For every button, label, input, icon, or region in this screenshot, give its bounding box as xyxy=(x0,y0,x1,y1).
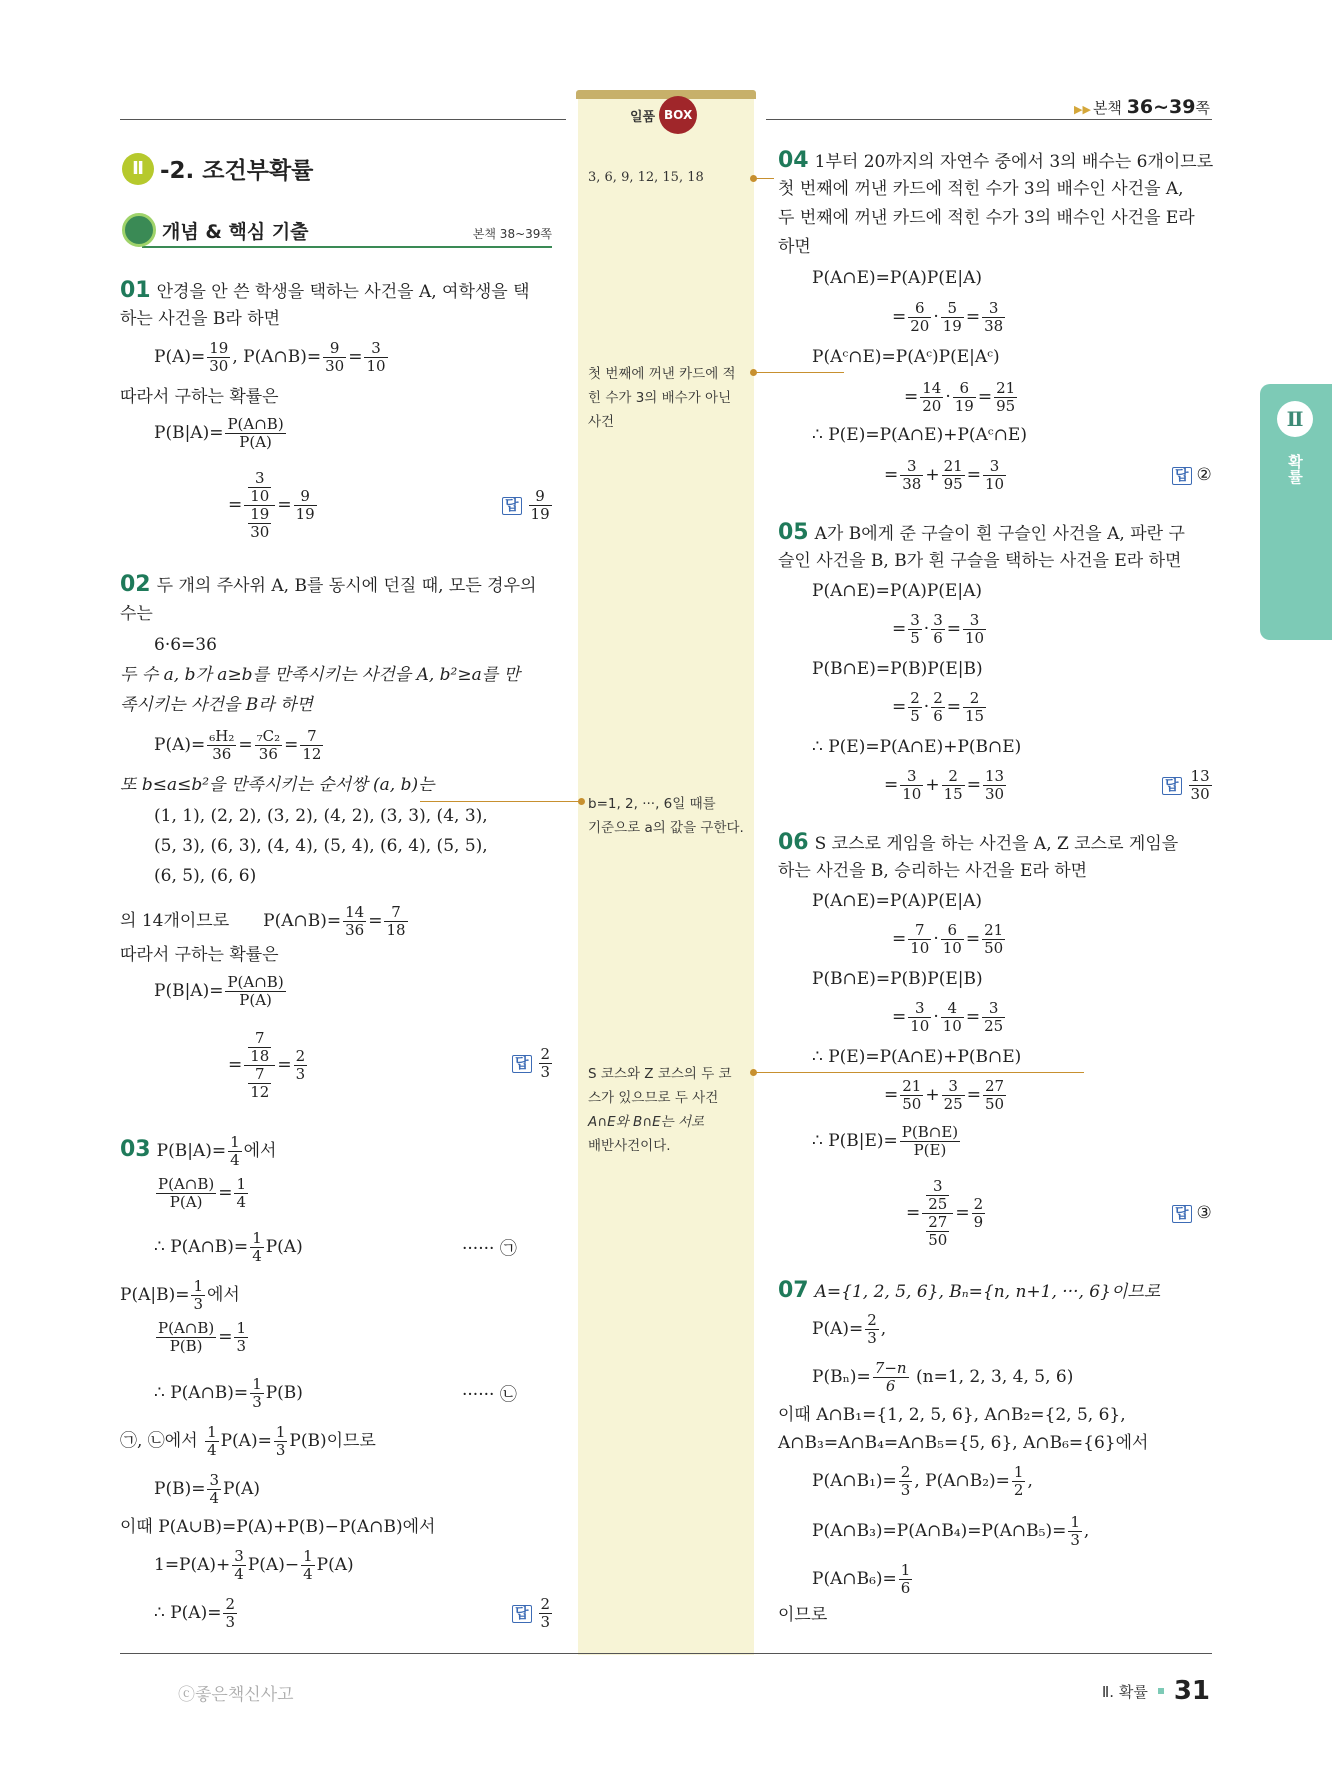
problem-01-line2: 하는 사건을 B라 하면 xyxy=(120,309,281,329)
problem-06-eq8: = $\frac{\frac{3}{25}}{\frac{27}{50}}$ = $\frac{2}{9}$ xyxy=(906,1177,984,1249)
problem-03-line6: ∴ P(A∩B)= $\frac{1}{3}$ P(B) xyxy=(154,1375,303,1411)
problem-02-pairs3: (6, 5), (6, 6) xyxy=(154,866,257,886)
problem-04-eq5: ∴ P(E)=P(A∩E)+P(Aᶜ∩E) xyxy=(812,425,1027,445)
note-ordered-pairs: b=1, 2, ···, 6일 때를 기준으로 a의 값을 구한다. xyxy=(588,796,744,836)
problem-06-eq7: ∴ P(B|E)= $\frac{P(B\cap E)}{P(E)}$ xyxy=(812,1123,959,1159)
problem-03-line2: $\frac{P(A\cap B)}{P(A)}$ = $\frac{1}{4}$ xyxy=(158,1175,247,1211)
note-exclusive-events: S 코스와 Z 코스의 두 코 스가 있으므로 두 사건 A∩E와 B∩E는 서로 배반사건이다. xyxy=(588,1066,732,1154)
problem-01-eq1: P(A)= $\frac{19}{30}$ , P(A∩B)= $\frac{9}{30}$ = $\frac{3}{10}$ xyxy=(154,339,386,375)
problem-02-answer: 답 $\frac{2}{3}$ xyxy=(512,1046,554,1081)
problem-02-line7: 의 14개이므로 P(A∩B)= $\frac{14}{36}$ = $\frac{7}{18}$ xyxy=(120,903,406,939)
chapter-label: 확률 xyxy=(1286,454,1304,484)
problem-02-line5: 족시키는 사건을 B라 하면 xyxy=(120,695,313,715)
note-leader xyxy=(754,1072,1084,1073)
note-leader xyxy=(754,178,774,179)
problem-05-eq6: = $\frac{3}{10}$ + $\frac{2}{15}$ = $\frac{13}{30}$ xyxy=(884,767,1005,803)
chapter-roman-badge: Ⅱ xyxy=(1277,401,1313,437)
problem-05-eq1: P(A∩E)=P(A)P(E|A) xyxy=(812,581,982,601)
problem-06-eq3: P(B∩E)=P(B)P(E|B) xyxy=(812,969,983,989)
problem-04-eq2: = $\frac{6}{20}$ · $\frac{5}{19}$ = $\frac{3}{38}$ xyxy=(892,299,1004,335)
problem-01-answer: 답 $\frac{9}{19}$ xyxy=(502,488,554,523)
problem-04-eq1: P(A∩E)=P(A)P(E|A) xyxy=(812,268,982,288)
problem-02-line2: 수는 xyxy=(120,604,153,624)
problem-07-line1: 07 A={1, 2, 5, 6}, Bₙ={n, n+1, ···, 6}이므로 xyxy=(778,1278,1161,1303)
page-number: 31 xyxy=(1173,1676,1210,1706)
problem-07-line2: P(A)= $\frac{2}{3}$ , xyxy=(812,1311,887,1347)
problem-07-line7: P(A∩B₃)=P(A∩B₄)=P(A∩B₅)= $\frac{1}{3}$ , xyxy=(812,1513,1090,1549)
problem-07-line5: A∩B₃=A∩B₄=A∩B₅={5, 6}, A∩B₆={6}에서 xyxy=(778,1433,1149,1453)
problem-04-line3: 두 번째에 꺼낸 카드에 적힌 수가 3의 배수인 사건을 E라 xyxy=(778,208,1195,228)
problem-05-eq2: = $\frac{3}{5}$ · $\frac{3}{6}$ = $\frac{3}{10}$ xyxy=(892,611,985,647)
note-multiples: 3, 6, 9, 12, 15, 18 xyxy=(588,170,704,185)
problem-03-line1: 03 P(B|A)= $\frac{1}{4}$ 에서 xyxy=(120,1133,277,1169)
problem-07-line8: P(A∩B₆)= $\frac{1}{6}$ xyxy=(812,1561,911,1597)
problem-03-answer: 답 $\frac{2}{3}$ xyxy=(512,1596,554,1631)
problem-03-line10: 1=P(A)+ $\frac{3}{4}$ P(A)− $\frac{1}{4}$ P(A) xyxy=(154,1547,354,1583)
problem-06-eq2: = $\frac{7}{10}$ · $\frac{6}{10}$ = $\frac{21}{50}$ xyxy=(892,921,1004,957)
problem-03-tag2: ······ ㉡ xyxy=(462,1385,517,1405)
problem-02-line6: 또 b≤a≤b²을 만족시키는 순서쌍 (a, b)는 xyxy=(120,775,435,795)
footer-rule xyxy=(120,1653,1212,1654)
problem-02-line8: 따라서 구하는 확률은 xyxy=(120,945,279,965)
problem-04-eq6: = $\frac{3}{38}$ + $\frac{21}{95}$ = $\frac{3}{10}$ xyxy=(884,457,1005,493)
problem-06-line2: 하는 사건을 B, 승리하는 사건을 E라 하면 xyxy=(778,861,1088,881)
problem-02-line1: 02 두 개의 주사위 A, B를 동시에 던질 때, 모든 경우의 xyxy=(120,572,537,597)
problem-01-line1: 01 안경을 안 쓴 학생을 택하는 사건을 A, 여학생을 택 xyxy=(120,278,530,303)
problem-05-eq4: = $\frac{2}{5}$ · $\frac{2}{6}$ = $\frac{2}{15}$ xyxy=(892,689,985,725)
header-rule-left xyxy=(120,119,566,120)
problem-02-pairs2: (5, 3), (6, 3), (4, 4), (5, 4), (6, 4), (5, 5), xyxy=(154,836,488,856)
problem-06-answer: 답 ③ xyxy=(1172,1202,1212,1225)
note-leader xyxy=(420,801,580,802)
problem-03-line11: ∴ P(A)= $\frac{2}{3}$ xyxy=(154,1595,235,1631)
problem-05-eq3: P(B∩E)=P(B)P(E|B) xyxy=(812,659,983,679)
problem-04-line4: 하면 xyxy=(778,237,811,257)
problem-04-line2: 첫 번째에 꺼낸 카드에 적힌 수가 3의 배수인 사건을 A, xyxy=(778,179,1184,199)
problem-02-eq3: P(B|A)= $\frac{P(A\cap B)}{P(A)}$ xyxy=(154,973,284,1009)
problem-07-line9: 이므로 xyxy=(778,1605,828,1625)
problem-01-eq2: P(B|A)= $\frac{P(A\cap B)}{P(A)}$ xyxy=(154,415,284,451)
problem-05-line2: 슬인 사건을 B, B가 흰 구슬을 택하는 사건을 E라 하면 xyxy=(778,551,1182,571)
problem-06-eq4: = $\frac{3}{10}$ · $\frac{4}{10}$ = $\frac{3}{25}$ xyxy=(892,999,1004,1035)
publisher: ⓒ좋은책신사고 xyxy=(178,1685,294,1705)
problem-02-line3: 6·6=36 xyxy=(154,635,217,655)
problem-04-answer: 답 ② xyxy=(1172,464,1212,487)
concept-header: 개념 & 핵심 기출 본책 38~39쪽 xyxy=(122,213,552,247)
box-badge: BOX xyxy=(659,96,697,134)
problem-03-tag1: ······ ㉠ xyxy=(462,1239,517,1259)
footer-page-info: Ⅱ. 확률 31 xyxy=(1101,1676,1210,1706)
problem-03-line7: ㉠, ㉡에서 $\frac{1}{4}$ P(A)= $\frac{1}{3}$ P(B)이므로 xyxy=(120,1423,376,1459)
double-arrow-icon: ▶▶ xyxy=(1074,103,1091,116)
problem-02-line4: 두 수 a, b가 a≥b를 만족시키는 사건을 A, b²≥a를 만 xyxy=(120,665,520,685)
problem-02-pairs1: (1, 1), (2, 2), (3, 2), (4, 2), (3, 3), (4, 3), xyxy=(154,806,488,826)
note-dot xyxy=(578,798,585,805)
problem-07-line3: P(Bₙ)= $\frac{7-n}{6}$ (n=1, 2, 3, 4, 5, 6) xyxy=(812,1359,1074,1395)
problem-03-line5: $\frac{P(A\cap B)}{P(B)}$ = $\frac{1}{3}$ xyxy=(158,1319,247,1355)
square-bullet-icon xyxy=(1158,1688,1164,1694)
note-leader xyxy=(754,372,844,373)
problem-06-eq6: = $\frac{21}{50}$ + $\frac{3}{25}$ = $\frac{27}{50}$ xyxy=(884,1077,1005,1113)
problem-04-eq4: = $\frac{14}{20}$ · $\frac{6}{19}$ = $\frac{21}{95}$ xyxy=(904,379,1016,415)
problem-07-line6: P(A∩B₁)= $\frac{2}{3}$ , P(A∩B₂)= $\frac{1}{2}$ , xyxy=(812,1463,1033,1499)
roman-numeral-badge: Ⅱ xyxy=(122,153,154,185)
problem-05-eq5: ∴ P(E)=P(A∩E)+P(B∩E) xyxy=(812,737,1022,757)
problem-03-line8: P(B)= $\frac{3}{4}$ P(A) xyxy=(154,1471,260,1507)
box-column xyxy=(578,90,754,1655)
section-title: Ⅱ -2. 조건부확률 xyxy=(122,152,313,185)
problem-06-line1: 06 S 코스로 게임을 하는 사건을 A, Z 코스로 게임을 xyxy=(778,830,1179,855)
box-label: 일품 BOX xyxy=(630,96,697,134)
header-rule-right xyxy=(766,119,1212,120)
concept-icon xyxy=(122,213,156,247)
problem-05-line1: 05 A가 B에게 준 구슬이 흰 구슬인 사건을 A, 파란 구 xyxy=(778,520,1185,545)
problem-01-line3: 따라서 구하는 확률은 xyxy=(120,387,279,407)
problem-01-eq3: = $\frac{\frac{3}{10}}{\frac{19}{30}}$ = $\frac{9}{19}$ xyxy=(228,469,315,541)
note-not-multiple: 첫 번째에 꺼낸 카드에 적 힌 수가 3의 배수가 아닌 사건 xyxy=(588,366,736,430)
problem-02-eq1: P(A)= $\frac{\text{₆H₂}}{36}$ = $\frac{\text{₇C₂}}{36}$ = $\frac{7}{12}$ xyxy=(154,727,322,763)
problem-02-eq4: = $\frac{\frac{7}{18}}{\frac{7}{12}}$ = $\frac{2}{3}$ xyxy=(228,1029,306,1101)
problem-03-line9: 이때 P(A∪B)=P(A)+P(B)−P(A∩B)에서 xyxy=(120,1517,436,1537)
problem-03-line3: ∴ P(A∩B)= $\frac{1}{4}$ P(A) xyxy=(154,1229,303,1265)
problem-06-eq5: ∴ P(E)=P(A∩E)+P(B∩E) xyxy=(812,1047,1022,1067)
problem-03-line4: P(A|B)= $\frac{1}{3}$ 에서 xyxy=(120,1277,240,1313)
chapter-side-tab[interactable] xyxy=(1260,384,1332,640)
problem-07-line4: 이때 A∩B₁={1, 2, 5, 6}, A∩B₂={2, 5, 6}, xyxy=(778,1405,1126,1425)
problem-05-answer: 답 $\frac{13}{30}$ xyxy=(1162,768,1214,803)
problem-04-eq3: P(Aᶜ∩E)=P(Aᶜ)P(E|Aᶜ) xyxy=(812,347,1000,367)
problem-06-eq1: P(A∩E)=P(A)P(E|A) xyxy=(812,891,982,911)
page-reference: ▶▶ 본책 36~39쪽 xyxy=(1074,96,1210,118)
problem-04-line1: 04 1부터 20까지의 자연수 중에서 3의 배수는 6개이므로 xyxy=(778,148,1214,173)
